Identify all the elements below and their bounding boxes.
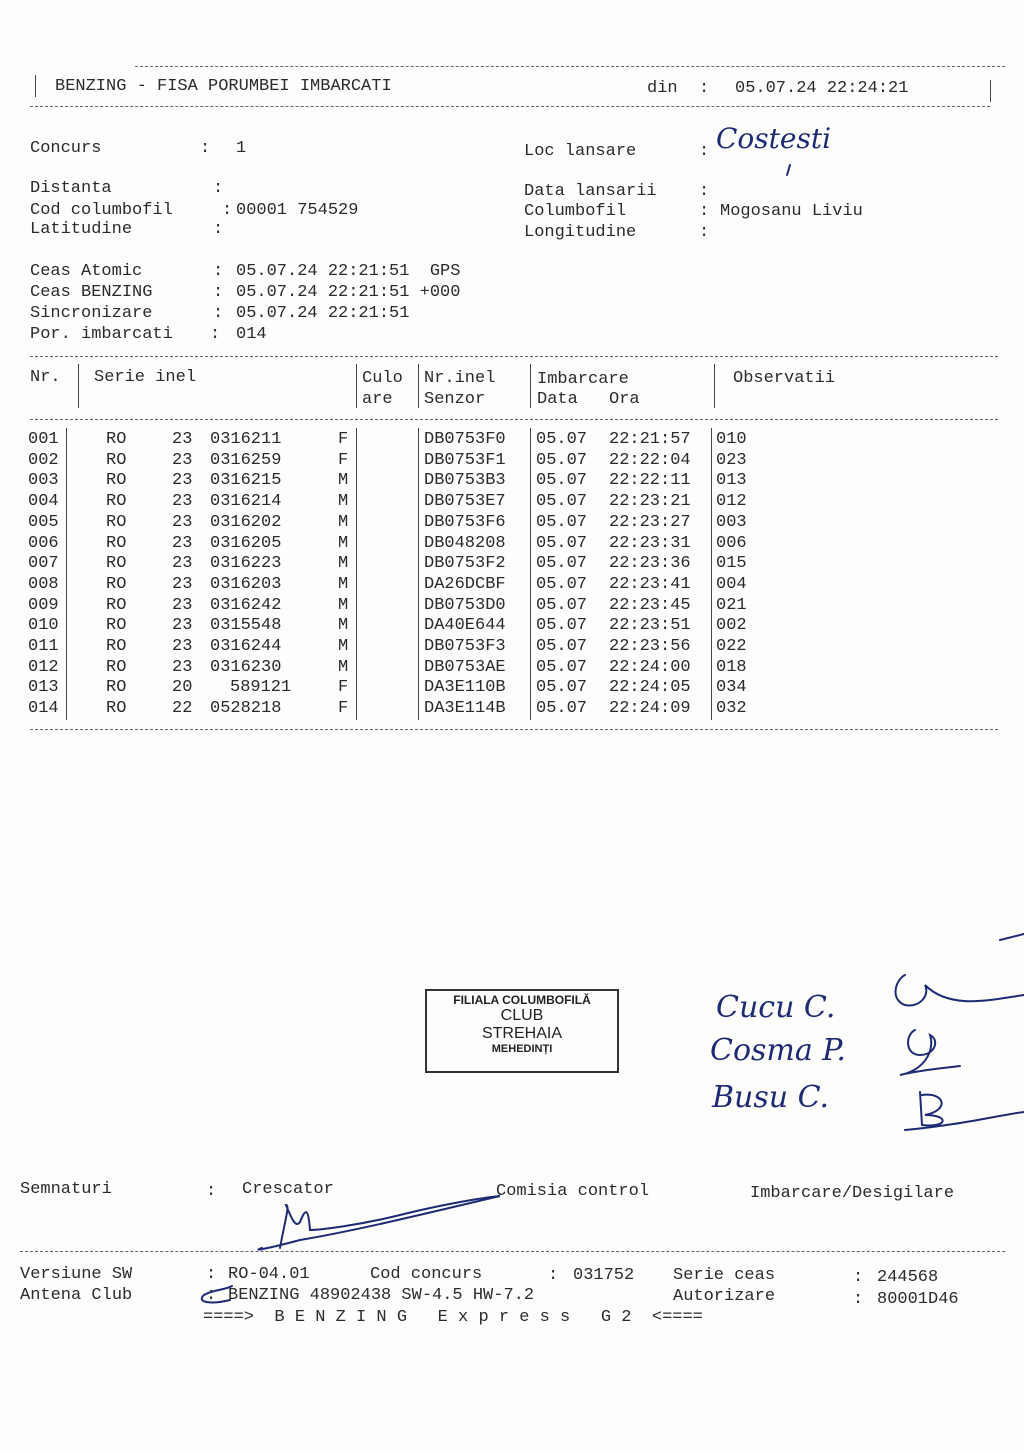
header-din-value: 05.07.24 22:24:21 — [735, 79, 909, 98]
cell-tara: RO — [106, 657, 127, 677]
col-header-culoare-2: are — [362, 390, 393, 409]
cell-senzor: DA3E114B — [424, 699, 506, 719]
cell-senzor: DA26DCBF — [424, 574, 506, 594]
cell-senzor: DB0753D0 — [424, 595, 506, 615]
por-imbarcati-value: 014 — [236, 325, 267, 344]
versiune-value: RO-04.01 — [228, 1265, 310, 1284]
club-stamp — [425, 989, 619, 1073]
data-lansarii-label: Data lansarii — [524, 182, 657, 201]
table-row — [28, 450, 747, 471]
imbarcare-label: Imbarcare/Desigilare — [750, 1184, 955, 1203]
col-header-culoare-1: Culo — [362, 369, 403, 388]
cell-senzor: DB0753AE — [424, 657, 506, 677]
cell-an: 23 — [172, 637, 193, 656]
col-sep-serie — [356, 364, 357, 408]
cell-serie: 0316211 — [210, 430, 282, 449]
cell-tara: RO — [106, 699, 127, 719]
serie-ceas-label: Serie ceas — [673, 1266, 776, 1285]
cell-obs: 022 — [716, 637, 747, 656]
cell-ora: 22:24:09 — [609, 699, 691, 719]
table-row — [28, 554, 747, 574]
commission-signature-1 — [896, 975, 1024, 1005]
cod-concurs-colon: : — [548, 1266, 559, 1285]
cell-tara: RO — [106, 492, 127, 512]
ceas-atomic-colon: : — [213, 262, 224, 281]
cell-serie: 589121 — [230, 678, 292, 698]
cell-obs: 010 — [716, 430, 747, 449]
cell-serie: 0316205 — [210, 533, 282, 553]
longitudine-colon: : — [699, 223, 710, 242]
commission-signature-2 — [900, 1030, 960, 1075]
autorizare-value: 80001D46 — [877, 1290, 959, 1309]
cell-serie: 0316244 — [210, 637, 282, 656]
col-sep-culoare-body — [418, 428, 419, 720]
cell-an: 23 — [172, 430, 193, 449]
header-left-bar — [35, 75, 36, 97]
commission-name-1: Cucu C. — [716, 990, 836, 1025]
versiune-colon: : — [206, 1265, 217, 1284]
cell-sex: M — [338, 471, 349, 491]
cell-serie: 0316259 — [210, 450, 282, 470]
cell-tara: RO — [106, 574, 127, 594]
cell-nr: 006 — [28, 533, 59, 553]
cell-obs: 034 — [716, 678, 747, 698]
cell-ora: 22:23:27 — [609, 512, 691, 532]
distanta-label: Distanta — [30, 179, 112, 198]
header-bottom-rule — [30, 106, 990, 107]
concurs-value: 1 — [236, 139, 247, 158]
cell-data: 05.07 — [536, 471, 588, 491]
cell-obs: 003 — [716, 512, 747, 532]
columbofil-colon: : — [699, 202, 710, 221]
comisia-label: Comisia control — [496, 1182, 650, 1201]
commission-name-3: Busu C. — [712, 1080, 830, 1115]
latitudine-label: Latitudine — [30, 220, 133, 239]
cell-tara: RO — [106, 512, 127, 532]
cell-sex: M — [338, 657, 349, 677]
col-sep-culoare — [418, 364, 419, 408]
sincronizare-colon: : — [213, 304, 224, 323]
table-row — [28, 699, 747, 719]
cell-an: 23 — [172, 595, 193, 615]
columbofil-label: Columbofil — [524, 202, 627, 221]
stamp-line-4: MEHEDINȚI — [491, 1043, 553, 1055]
cell-tara: RO — [106, 616, 127, 636]
cell-nr: 004 — [28, 492, 59, 512]
table-row — [28, 616, 747, 636]
cell-data: 05.07 — [536, 492, 588, 512]
cell-senzor: DA3E110B — [424, 678, 506, 698]
table-header-rule — [30, 419, 998, 420]
cell-senzor: DB0753F1 — [424, 450, 506, 470]
cell-sex: M — [338, 637, 349, 656]
cell-nr: 012 — [28, 657, 59, 677]
crescator-label: Crescator — [242, 1180, 334, 1199]
col-header-ora: Ora — [609, 390, 640, 409]
col-header-nr: Nr. — [30, 368, 61, 387]
table-row — [28, 492, 747, 512]
serie-ceas-colon: : — [853, 1268, 864, 1287]
cell-serie: 0316203 — [210, 574, 282, 594]
cell-sex: M — [338, 595, 349, 615]
table-row — [28, 471, 747, 491]
antena-label: Antena Club — [20, 1286, 133, 1305]
cell-tara: RO — [106, 554, 127, 574]
table-row — [28, 657, 747, 678]
sincronizare-label: Sincronizare — [30, 304, 153, 323]
commission-signature-3 — [905, 1092, 1024, 1130]
cell-data: 05.07 — [536, 430, 588, 449]
loc-lansare-label: Loc lansare — [524, 142, 637, 161]
cell-serie: 0316242 — [210, 595, 282, 615]
cell-ora: 22:23:21 — [609, 492, 691, 512]
header-right-bar — [990, 80, 991, 102]
cell-nr: 009 — [28, 595, 59, 615]
distanta-colon: : — [213, 179, 224, 198]
cell-data: 05.07 — [536, 512, 588, 532]
cell-senzor: DB048208 — [424, 533, 506, 553]
footer-rule — [20, 1251, 1005, 1252]
table-row — [28, 430, 747, 450]
cell-sex: F — [338, 430, 349, 449]
cell-obs: 013 — [716, 471, 747, 491]
cell-nr: 002 — [28, 450, 59, 470]
antena-colon: : — [206, 1286, 217, 1305]
cell-senzor: DA40E644 — [424, 616, 506, 636]
col-sep-senzor-body — [530, 428, 531, 720]
col-sep-senzor — [530, 364, 531, 408]
col-header-imbarcare: Imbarcare — [537, 370, 629, 389]
semnaturi-label: Semnaturi — [20, 1180, 112, 1199]
semnaturi-colon: : — [206, 1182, 217, 1201]
ceas-benzing-label: Ceas BENZING — [30, 283, 153, 302]
cod-columbofil-colon: : — [222, 201, 233, 220]
cell-data: 05.07 — [536, 657, 588, 677]
cell-an: 23 — [172, 657, 193, 677]
cell-ora: 22:21:57 — [609, 430, 691, 449]
cod-concurs-label: Cod concurs — [370, 1265, 483, 1284]
cell-sex: F — [338, 678, 349, 698]
cell-nr: 001 — [28, 430, 59, 449]
cell-senzor: DB0753F6 — [424, 512, 506, 532]
cell-data: 05.07 — [536, 533, 588, 553]
cell-an: 23 — [172, 512, 193, 532]
cell-an: 23 — [172, 616, 193, 636]
cell-serie: 0315548 — [210, 616, 282, 636]
cell-ora: 22:23:36 — [609, 554, 691, 574]
cell-tara: RO — [106, 678, 127, 698]
cell-senzor: DB0753F0 — [424, 430, 506, 449]
table-bottom-rule — [30, 729, 998, 730]
cell-an: 23 — [172, 471, 193, 491]
cell-nr: 014 — [28, 699, 59, 719]
cell-tara: RO — [106, 595, 127, 615]
cell-ora: 22:24:05 — [609, 678, 691, 698]
cell-nr: 003 — [28, 471, 59, 491]
col-sep-nr — [78, 364, 79, 408]
cell-obs: 023 — [716, 450, 747, 470]
cell-senzor: DB0753F2 — [424, 554, 506, 574]
cell-serie: 0316215 — [210, 471, 282, 491]
cell-serie: 0316202 — [210, 512, 282, 532]
cell-ora: 22:23:56 — [609, 637, 691, 656]
cell-data: 05.07 — [536, 678, 588, 698]
ceas-atomic-label: Ceas Atomic — [30, 262, 143, 281]
cod-columbofil-value: 00001 754529 — [236, 201, 359, 220]
autorizare-label: Autorizare — [673, 1287, 776, 1306]
benzing-banner: ====> B E N Z I N G E x p r e s s G 2 <==== — [203, 1308, 703, 1327]
commission-name-2: Cosma P. — [710, 1033, 846, 1068]
cell-serie: 0316230 — [210, 657, 282, 677]
col-header-data: Data — [537, 390, 578, 409]
cell-sex: F — [338, 450, 349, 470]
cell-nr: 005 — [28, 512, 59, 532]
cell-obs: 006 — [716, 533, 747, 553]
cell-an: 20 — [172, 678, 193, 698]
cell-sex: M — [338, 492, 349, 512]
cell-ora: 22:22:04 — [609, 450, 691, 470]
cell-ora: 22:24:00 — [609, 657, 691, 677]
latitudine-colon: : — [213, 220, 224, 239]
table-row — [28, 637, 747, 657]
margin-stroke — [1000, 934, 1024, 940]
col-header-observatii: Observatii — [733, 369, 836, 388]
table-row — [28, 512, 747, 533]
cell-sex: M — [338, 554, 349, 574]
cell-ora: 22:23:51 — [609, 616, 691, 636]
cell-data: 05.07 — [536, 637, 588, 656]
stamp-line-3: STREHAIA — [481, 1025, 562, 1042]
loc-lansare-value: Costesti — [716, 122, 832, 155]
cell-sex: M — [338, 512, 349, 532]
cod-concurs-value: 031752 — [573, 1266, 635, 1285]
cell-an: 23 — [172, 492, 193, 512]
cell-an: 23 — [172, 554, 193, 574]
col-header-serie-inel: Serie inel — [94, 368, 197, 387]
autorizare-colon: : — [853, 1290, 864, 1309]
cell-tara: RO — [106, 450, 127, 470]
crescator-signature — [258, 1196, 500, 1250]
cell-obs: 021 — [716, 595, 747, 615]
cell-sex: M — [338, 616, 349, 636]
cell-senzor: DB0753E7 — [424, 492, 506, 512]
cell-tara: RO — [106, 533, 127, 553]
cell-serie: 0528218 — [210, 699, 282, 719]
serie-ceas-value: 244568 — [877, 1268, 939, 1287]
ceas-benzing-colon: : — [213, 283, 224, 302]
columbofil-value: Mogosanu Liviu — [720, 202, 863, 221]
cell-sex: M — [338, 533, 349, 553]
por-imbarcati-label: Por. imbarcati — [30, 325, 173, 344]
cell-ora: 22:23:45 — [609, 595, 691, 615]
cell-an: 23 — [172, 533, 193, 553]
cell-tara: RO — [106, 637, 127, 656]
cell-data: 05.07 — [536, 699, 588, 719]
cell-ora: 22:22:11 — [609, 471, 691, 491]
stamp-line-1: FILIALA COLUMBOFILĂ — [453, 993, 591, 1007]
cell-an: 23 — [172, 574, 193, 594]
cell-tara: RO — [106, 430, 127, 449]
concurs-label: Concurs — [30, 139, 102, 158]
cell-nr: 007 — [28, 554, 59, 574]
cell-data: 05.07 — [536, 554, 588, 574]
cell-obs: 002 — [716, 616, 747, 636]
table-row — [28, 678, 747, 698]
col-sep-serie-body — [356, 428, 357, 720]
cell-obs: 012 — [716, 492, 747, 512]
cell-nr: 013 — [28, 678, 59, 698]
cell-data: 05.07 — [536, 574, 588, 594]
ceas-atomic-value: 05.07.24 22:21:51 GPS — [236, 262, 461, 281]
cod-columbofil-label: Cod columbofil — [30, 201, 173, 220]
table-row — [28, 533, 747, 554]
cell-data: 05.07 — [536, 450, 588, 470]
concurs-colon: : — [200, 139, 211, 158]
col-sep-imbarcare-body — [711, 428, 712, 720]
cell-ora: 22:23:41 — [609, 574, 691, 594]
cell-an: 22 — [172, 699, 193, 719]
cell-nr: 010 — [28, 616, 59, 636]
table-top-rule — [30, 356, 998, 357]
cell-obs: 015 — [716, 554, 747, 574]
cell-senzor: DB0753B3 — [424, 471, 506, 491]
cell-serie: 0316223 — [210, 554, 282, 574]
cell-tara: RO — [106, 471, 127, 491]
cell-obs: 018 — [716, 657, 747, 677]
table-row — [28, 595, 747, 616]
header-top-rule — [135, 66, 1005, 67]
loc-lansare-colon: : — [699, 142, 710, 161]
cell-ora: 22:23:31 — [609, 533, 691, 553]
versiune-label: Versiune SW — [20, 1265, 133, 1284]
header-din-label: din — [647, 79, 678, 98]
header-din-colon: : — [699, 79, 710, 98]
cell-obs: 032 — [716, 699, 747, 719]
data-lansarii-colon: : — [699, 182, 710, 201]
loc-lansare-accent — [787, 165, 790, 175]
cell-obs: 004 — [716, 574, 747, 594]
cell-an: 23 — [172, 450, 193, 470]
header-title: BENZING - FISA PORUMBEI IMBARCATI — [55, 77, 392, 96]
cell-data: 05.07 — [536, 595, 588, 615]
col-header-nr-inel: Nr.inel — [424, 369, 496, 388]
cell-sex: M — [338, 574, 349, 594]
sincronizare-value: 05.07.24 22:21:51 — [236, 304, 410, 323]
cell-data: 05.07 — [536, 616, 588, 636]
cell-nr: 008 — [28, 574, 59, 594]
col-header-senzor: Senzor — [424, 390, 486, 409]
cell-nr: 011 — [28, 637, 59, 656]
cell-senzor: DB0753F3 — [424, 637, 506, 656]
table-row — [28, 574, 747, 595]
ceas-benzing-value: 05.07.24 22:21:51 +000 — [236, 283, 461, 302]
cell-sex: F — [338, 699, 349, 719]
longitudine-label: Longitudine — [524, 223, 637, 242]
stamp-line-2: CLUB — [500, 1007, 544, 1024]
cell-serie: 0316214 — [210, 492, 282, 512]
por-imbarcati-colon: : — [210, 325, 221, 344]
antena-value: BENZING 48902438 SW-4.5 HW-7.2 — [228, 1286, 535, 1305]
col-sep-imbarcare — [714, 364, 715, 408]
